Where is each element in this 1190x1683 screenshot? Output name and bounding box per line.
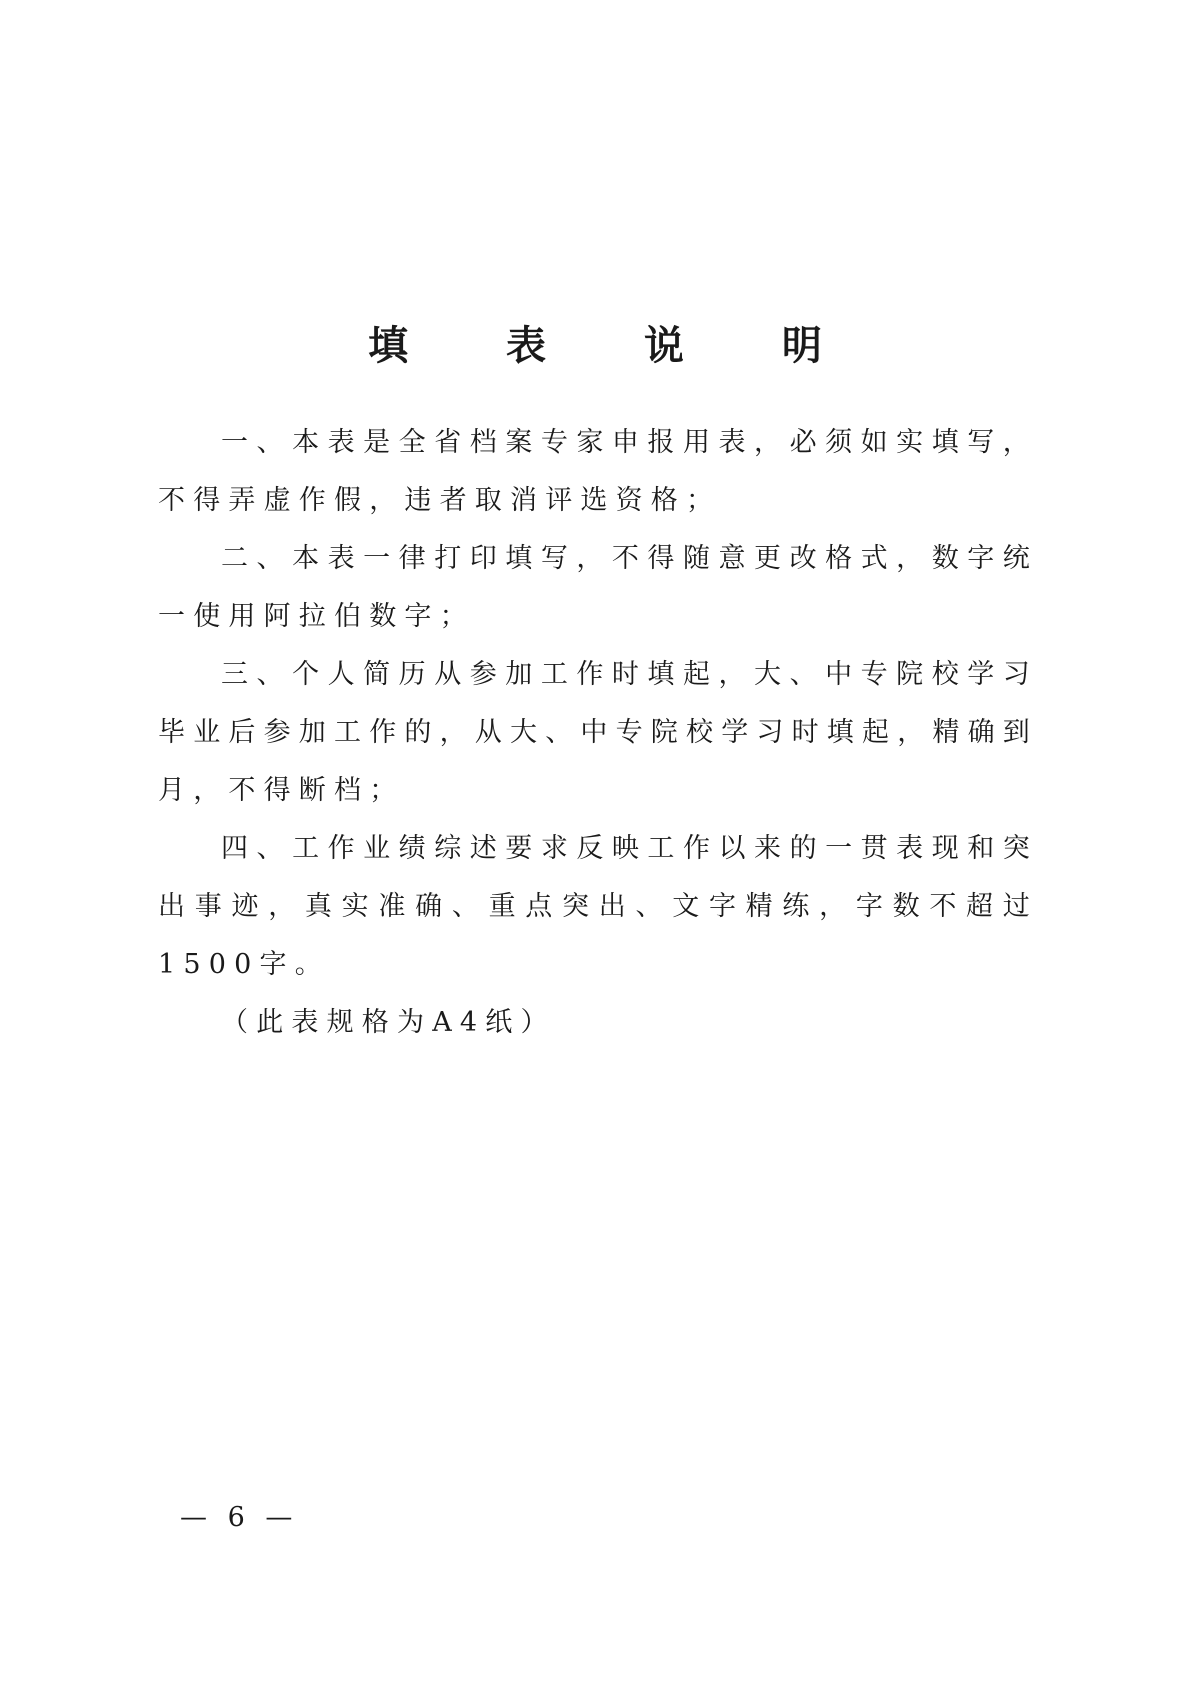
instruction-paragraph-2: 二、本表一律打印填写，不得随意更改格式，数字统一使用阿拉伯数字； xyxy=(158,543,1038,632)
instructions-body xyxy=(158,414,1038,1052)
paper-size-note: （此表规格为A4纸） xyxy=(221,1007,556,1038)
instruction-paragraph-3: 三、个人简历从参加工作时填起，大、中专院校学习毕业后参加工作的，从大、中专院校学习时填起，精确到月，不得断档； xyxy=(158,659,1038,806)
page-title xyxy=(0,318,1190,374)
page-number: — 6 — xyxy=(180,1502,299,1533)
instruction-paragraph-1: 一、本表是全省档案专家申报用表，必须如实填写，不得弄虚作假，违者取消评选资格； xyxy=(158,427,1038,516)
instruction-paragraph-4: 四、工作业绩综述要求反映工作以来的一贯表现和突出事迹，真实准确、重点突出、文字精练，字数不超过1500字。 xyxy=(158,833,1038,980)
page-title-text: 填 表 说 明 xyxy=(368,322,864,369)
